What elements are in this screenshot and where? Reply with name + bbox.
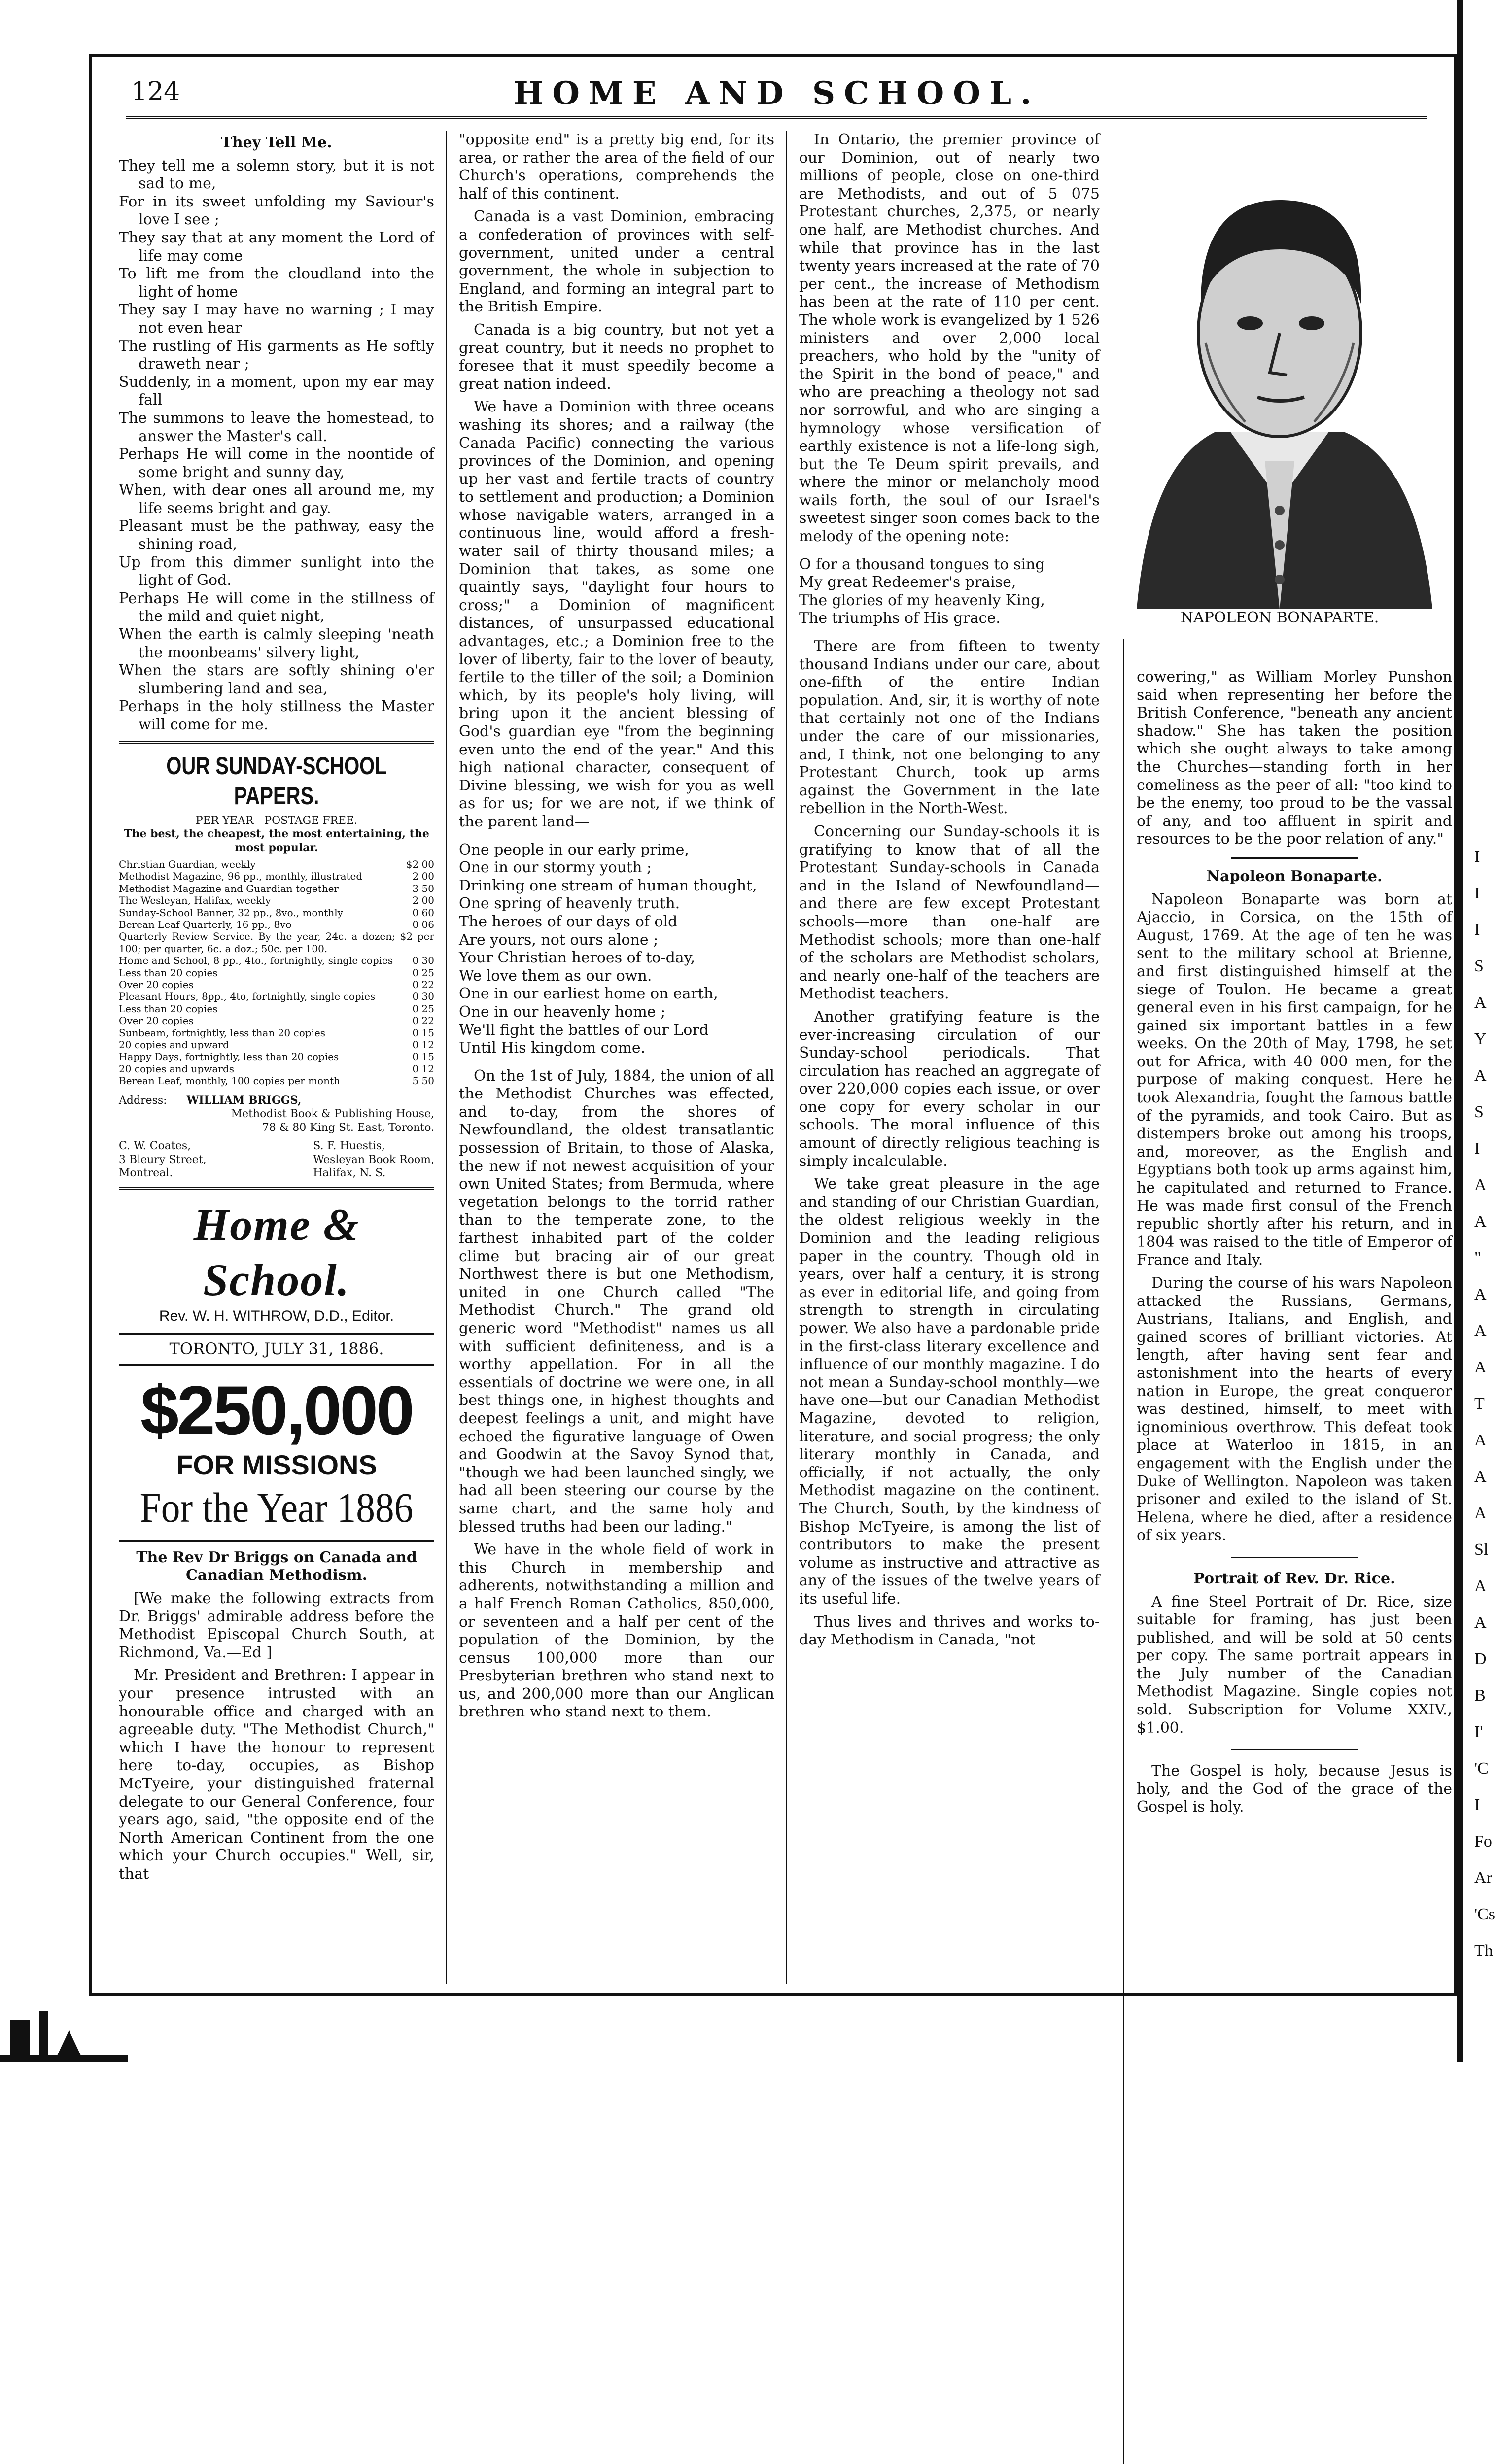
poem-line: The rustling of His garments as He softly draweth near ;	[119, 337, 434, 373]
edge-fragment: Ar	[1474, 1869, 1492, 1887]
poem-line: Your Christian heroes of to-day,	[459, 949, 696, 967]
column-3	[799, 131, 1100, 1654]
price-item: Methodist Magazine and Guardian together	[119, 882, 339, 894]
poem-line: The summons to leave the homestead, to answer the Master's call.	[119, 409, 434, 445]
price-value: 0 06	[412, 919, 434, 931]
column-1	[119, 131, 434, 1888]
address-line: Methodist Book & Publishing House,	[231, 1108, 434, 1121]
price-row	[119, 967, 434, 979]
article-paragraph: Canada is a vast Dominion, embracing a confederation of provinces with self-government, united under a central government, the whole in subjection to England, and forming an integral part to the British Empire.	[459, 208, 774, 316]
column-4	[1137, 668, 1452, 1821]
article-paragraph: Napoleon Bonaparte was born at Ajaccio, in Corsica, on the 15th of August, 1769. At the age of ten he was sent to the military school at Brienne, and first distinguished himself at the siege of Toulon. He became a great general even in his first campaign, for he gained six important battles in a few weeks. On the 20th of May, 1798, he set out for Africa, with 40 000 men, for the purpose of making conquest. Here he took Alexandria, fought the famous battle of the pyramids, and took Cairo. But as distempers broke out among his troops, and, moreover, as the English and Egyptians both took up arms against him, he capitulated and returned to France. He was made first consul of the French republic shortly after his return, and in 1804 was raised to the title of Emperor of France and Italy.	[1137, 890, 1452, 1269]
agent-line: S. F. Huestis,	[313, 1140, 385, 1153]
divider	[119, 1187, 434, 1190]
poem-line: When the stars are softly shining o'er slumbering land and sea,	[119, 662, 434, 697]
hymn-line: The glories of my heavenly King,	[799, 591, 1045, 609]
price-item: Less than 20 copies	[119, 1002, 218, 1015]
price-row	[119, 1003, 434, 1015]
poem-line: They say that at any moment the Lord of life may come	[119, 229, 434, 265]
agents	[119, 1139, 434, 1180]
napoleon-title: Napoleon Bonaparte.	[1206, 867, 1383, 885]
price-row	[119, 1039, 434, 1051]
edge-fragment: Sl	[1474, 1540, 1489, 1559]
poem-they-tell-me	[119, 157, 434, 734]
price-row	[119, 919, 434, 930]
price-value: $2 00	[406, 858, 434, 871]
price-item: 20 copies and upward	[119, 1038, 229, 1051]
price-value: 0 12	[412, 1062, 434, 1075]
article-paragraph: On the 1st of July, 1884, the union of all the Methodist Churches was effected, and to-day, from the shores of Newfoundland, the oldest transatlantic possession of Britain, to those of Alaska, the new if not newest acquisition of your own United States; from Bermuda, where vegetation belongs to the torrid rather than to the temperate zone, to the farthest inhabited part of the colder clime but bracing air of our great Northwest there is but one Methodism, united in one Church called "The Methodist Church." The grand old generic word "Methodist" names us all with sufficient definiteness, and is a worthy appellation. For in all the essentials of doctrine we were one, in all best things one, in highest thoughts and deepest feelings a unit, and might have echoed the figurative language of Owen and Goodwin at the Savoy Synod that, "though we had been launched singly, we had all been steering our course by the same chart, and the same holy and blessed truths had been our lading."	[459, 1067, 774, 1536]
price-value: 0 25	[412, 1002, 434, 1015]
price-row	[119, 870, 434, 882]
poem-line: For in its sweet unfolding my Saviour's love I see ;	[119, 193, 434, 229]
agent-line: Montreal.	[119, 1167, 173, 1180]
agent-montreal	[119, 1139, 207, 1180]
price-row	[119, 907, 434, 919]
poem-line: Up from this dimmer sunlight into the light of God.	[119, 553, 434, 589]
edge-fragment: A	[1474, 1504, 1487, 1522]
article-title: The Rev Dr Briggs on Canada and Canadian Methodism.	[136, 1548, 417, 1584]
edge-fragment: A	[1474, 993, 1487, 1012]
edge-fragment: A	[1474, 1613, 1487, 1632]
poem-one-people	[459, 841, 774, 1058]
poem-line: Perhaps in the holy stillness the Master will come for me.	[119, 698, 434, 733]
hymn-line: The triumphs of His grace.	[799, 610, 1001, 627]
address-name: WILLIAM BRIGGS,	[186, 1094, 302, 1107]
missions-label: FOR MISSIONS	[176, 1449, 377, 1480]
article-paragraph: A fine Steel Portrait of Dr. Rice, size suitable for framing, has just been published, and will be sold at 50 cents per copy. The same portrait appears in the July number of the Canadian Methodist Magazine. Single copies not sold. Subscription for Volume XXIV., $1.00.	[1137, 1593, 1452, 1737]
agent-line: Wesleyan Book Room,	[313, 1153, 434, 1166]
edge-fragment: B	[1474, 1686, 1486, 1705]
price-item: Pleasant Hours, 8pp., 4to, fortnightly, single copies	[119, 991, 376, 1003]
price-item: Home and School, 8 pp., 4to., fortnightly, single copies	[119, 955, 393, 967]
article-paragraph: In Ontario, the premier province of our Dominion, out of nearly two millions of people, close on one-third are Methodists, and out of 5 075 Protestant churches, 2,375, or nearly one half, are Methodist churches. And while that province has in the last twenty years increased at the rate of 70 per cent., the increase of Methodism has been at the rate of 110 per cent. The whole work is evangelized by 1 526 ministers and over 2,000 local preachers, who hold by the "unity of the Spirit in the bond of peace," and who are preaching a theology not sad nor sorrowful, and who are singing a hymnology whose versification of earthly existence is not a life-long sigh, but the Te Deum spirit prevails, and where the minor or melancholy mood wails forth, the soul of our Israel's sweetest singer soon comes back to the melody of the opening note:	[799, 131, 1100, 546]
article-paragraph: "opposite end" is a pretty big end, for its area, or rather the area of the field of our Church's operations, comprehends the half of this continent.	[459, 131, 774, 203]
page-corner-ornament	[0, 2001, 128, 2062]
price-item: Quarterly Review Service. By the year, 24c. a dozen; $2 per 100; per quarter, 6c. a doz.; 50c. per 100.	[119, 930, 434, 955]
price-row	[119, 1027, 434, 1039]
poem-title: They Tell Me.	[221, 134, 332, 151]
article-paragraph: During the course of his wars Napoleon attacked the Russians, Germans, Austrians, Italians, and English, and gained scores of brilliant victories. At length, after having sent fear and astonishment into the hearts of every nation in Europe, the great conqueror was destined, himself, to meet with ignominious overthrow. This defeat took place at Waterloo in 1815, in an engagement with the English under the Duke of Wellington. Napoleon was taken prisoner and exiled to the island of St. Helena, where he died, after a residence of six years.	[1137, 1274, 1452, 1544]
poem-line: When the earth is calmly sleeping 'neath the moonbeams' silvery light,	[119, 626, 434, 661]
poem-line: They tell me a solemn story, but it is not sad to me,	[119, 157, 434, 193]
article-intro: [We make the following extracts from Dr. Briggs' admirable address before the Methodist Episcopal Church South, at Richmond, Va.—Ed ]	[119, 1590, 434, 1661]
edge-fragment: I	[1474, 1796, 1480, 1814]
missions-amount: $250,000	[140, 1371, 413, 1449]
edge-fragment: A	[1474, 1176, 1487, 1194]
price-value: 0 30	[412, 991, 434, 1003]
poem-line: Are yours, not ours alone ;	[459, 931, 659, 949]
edge-fragment: 'Cs	[1474, 1905, 1496, 1923]
price-item: Berean Leaf Quarterly, 16 pp., 8vo	[119, 919, 292, 931]
poem-line: One people in our early prime,	[459, 841, 689, 858]
hymn-line: O for a thousand tongues to sing	[799, 555, 1045, 573]
edge-fragment: A	[1474, 1468, 1487, 1486]
edge-fragment: I	[1474, 1139, 1480, 1158]
price-value: 0 15	[412, 1051, 434, 1063]
article-paragraph: cowering," as William Morley Punshon said when representing her before the British Conference, "beneath any ancient shadow." She has taken the position which she ought always to take among the Churches—standing forth in her comeliness as the peer of all: "too kind to be the enemy, too proud to be the vassal of any, and too affluent in spirit and resources to be the poor relation of any."	[1137, 668, 1452, 848]
poem-line: One spring of heavenly truth.	[459, 895, 680, 913]
price-row	[119, 930, 434, 955]
price-row	[119, 979, 434, 991]
article-paragraph: Concerning our Sunday-schools it is gratifying to know that of all the Protestant Sunday-schools in Canada and in the Island of Newfoundland—and there are few except Protestant schools—more than one-half are Methodist schools; more than one-half of the scholars are Methodist scholars, and nearly one-half of the teachers are Methodist teachers.	[799, 822, 1100, 1003]
edge-fragment: A	[1474, 1066, 1487, 1085]
edge-fragment: I	[1474, 848, 1480, 866]
price-value: 0 22	[412, 1015, 434, 1027]
edge-fragment: A	[1474, 1322, 1487, 1340]
column-rule	[1123, 639, 1124, 2464]
edge-fragment: A	[1474, 1358, 1487, 1376]
price-value: 2 00	[412, 870, 434, 883]
price-row	[119, 894, 434, 906]
edge-fragment: I	[1474, 884, 1480, 902]
papers-tagline: The best, the cheapest, the most entertaining, the most popular.	[124, 827, 429, 854]
poem-line: Suddenly, in a moment, upon my ear may fall	[119, 373, 434, 409]
price-item: Sunbeam, fortnightly, less than 20 copies	[119, 1027, 326, 1039]
edge-fragment: 'C	[1474, 1759, 1489, 1778]
agent-line: C. W. Coates,	[119, 1140, 191, 1153]
edge-fragment: D	[1474, 1650, 1487, 1668]
address-label: Address:	[119, 1094, 167, 1107]
masthead: HOME AND SCHOOL.	[513, 75, 1041, 112]
poem-line: Perhaps He will come in the noontide of some bright and sunny day,	[119, 445, 434, 481]
portrait-caption: NAPOLEON BONAPARTE.	[1180, 609, 1379, 626]
column-2	[459, 131, 774, 1726]
price-value: 0 60	[412, 906, 434, 919]
price-value: 3 50	[412, 882, 434, 894]
poem-line: To lift me from the cloudland into the light of home	[119, 265, 434, 301]
price-row	[119, 991, 434, 1002]
price-row	[119, 1015, 434, 1027]
price-row	[119, 883, 434, 894]
napoleon-portrait-image	[1117, 156, 1442, 609]
edge-fragment: A	[1474, 1577, 1487, 1595]
edge-fragment: A	[1474, 1212, 1487, 1231]
address-line: 78 & 80 King St. East, Toronto.	[262, 1121, 434, 1134]
papers-title: OUR SUNDAY-SCHOOL PAPERS.	[166, 752, 387, 810]
papers-subtitle: PER YEAR—POSTAGE FREE.	[195, 814, 358, 827]
agent-line: Halifax, N. S.	[313, 1167, 386, 1180]
poem-line: When, with dear ones all around me, my life seems bright and gay.	[119, 481, 434, 517]
edge-fragment: Y	[1474, 1030, 1487, 1048]
price-row	[119, 955, 434, 966]
page-header	[126, 72, 1427, 119]
agent-halifax	[313, 1139, 434, 1180]
hymn-stanza	[799, 556, 1100, 628]
divider	[1231, 1749, 1358, 1750]
divider	[119, 741, 434, 744]
page-number: 124	[131, 77, 180, 106]
poem-line: Perhaps He will come in the stillness of the mild and quiet night,	[119, 589, 434, 625]
edge-fragment: Fo	[1474, 1832, 1492, 1850]
hymn-line: My great Redeemer's praise,	[799, 574, 1016, 591]
price-item: Methodist Magazine, 96 pp., monthly, illustrated	[119, 870, 363, 883]
article-paragraph: There are from fifteen to twenty thousand Indians under our care, about one-fifth of the entire Indian population. And, sir, it is worthy of note that certainly not one of the Indians under the care of our missionaries, and, I think, not one belonging to any Protestant Church, took up arms against the Government in the late rebellion in the North-West.	[799, 638, 1100, 818]
price-item: 20 copies and upwards	[119, 1062, 235, 1075]
poem-line: We'll fight the battles of our Lord	[459, 1021, 709, 1039]
price-row	[119, 858, 434, 870]
price-value: 0 12	[412, 1038, 434, 1051]
price-item: Christian Guardian, weekly	[119, 858, 256, 871]
price-item: The Wesleyan, Halifax, weekly	[119, 894, 271, 907]
price-value: 0 25	[412, 966, 434, 979]
price-row	[119, 1051, 434, 1062]
price-item: Berean Leaf, monthly, 100 copies per month	[119, 1075, 340, 1087]
divider	[1231, 1557, 1358, 1558]
price-value: 2 00	[412, 894, 434, 907]
edge-fragment: S	[1474, 957, 1484, 975]
price-item: Over 20 copies	[119, 1015, 194, 1027]
edge-fragment: A	[1474, 1285, 1487, 1303]
edge-fragment: A	[1474, 1431, 1487, 1449]
column-rule	[446, 131, 447, 1984]
price-item: Less than 20 copies	[119, 966, 218, 979]
price-item: Over 20 copies	[119, 979, 194, 991]
poem-line: One in our heavenly home ;	[459, 1003, 666, 1021]
price-value: 0 15	[412, 1027, 434, 1039]
adjacent-page-edge	[1457, 0, 1497, 2062]
poem-line: Drinking one stream of human thought,	[459, 877, 757, 894]
address-block	[119, 1094, 434, 1108]
article-paragraph: Thus lives and thrives and works to-day Methodism in Canada, "not	[799, 1613, 1100, 1649]
editor-line: Rev. W. H. WITHROW, D.D., Editor.	[159, 1307, 394, 1324]
edge-fragment: I	[1474, 921, 1480, 939]
poem-line: Pleasant must be the pathway, easy the shining road,	[119, 517, 434, 553]
edge-fragment: T	[1474, 1395, 1485, 1413]
article-paragraph: We have in the whole field of work in this Church in membership and adherents, notwithstanding a million and a half French Roman Catholics, 850,000, or seventeen and a half per cent of the population of the Dominion, by the census 100,000 more than our Presbyterian brethren who stand next to us, and 200,000 more than our Anglican brethren who stand next to them.	[459, 1541, 774, 1721]
poem-line: We love them as our own.	[459, 967, 652, 985]
article-paragraph: Mr. President and Brethren: I appear in your presence intrusted with an honourable office and charged with an agreeable duty. "The Methodist Church," which I have the honour to represent here to-day, occupies, as Bishop McTyeire, your distinguished fraternal delegate to our General Conference, four years ago, said, "the opposite end of the North American Continent from the one which your Church occupies." Well, sir, that	[119, 1667, 434, 1882]
article-paragraph: Canada is a big country, but not yet a great country, but it needs no prophet to foresee that it must speedily become a great nation indeed.	[459, 321, 774, 393]
newspaper-page	[89, 54, 1459, 1996]
price-list	[119, 858, 434, 1087]
poem-line: One in our earliest home on earth,	[459, 985, 718, 1003]
missions-year: For the Year 1886	[139, 1483, 414, 1531]
article-paragraph: We have a Dominion with three oceans washing its shores; and a railway (the Canada Pacific) connecting the various provinces of the Dominion, and opening up her vast and fertile tracts of country to settlement and production; a Dominion whose navigable waters, arranged in a continuous line, would afford a fresh-water sail of thirty thousand miles; a Dominion that takes, as some one quaintly says, "daylight four hours to cross;" a Dominion of magnificent distances, of unsurpassed educational advantages, etc.; a Dominion free to the lover of liberty, fair to the lover of beauty, fertile to the tiller of the soil; a Dominion which, by its people's holy living, will bring upon it the ancient blessing of God's guardian eye "from the beginning even unto the end of the year." And this high national character, consequent of Divine blessing, we wish for you as well as for us; for we are not, if we think of the parent land—	[459, 398, 774, 830]
edge-fragment: I'	[1474, 1723, 1483, 1741]
price-value: 5 50	[412, 1075, 434, 1087]
page-gutter	[1457, 0, 1463, 2062]
price-value: 0 30	[412, 955, 434, 967]
article-paragraph: We take great pleasure in the age and standing of our Christian Guardian, the oldest religious weekly in the Dominion and the leading religious paper in the country. Though old in years, over half a century, it is strong as ever in editorial life, and going from strength to strength in circulating power. We also have a pardonable pride in the first-class literary excellence and influence of our monthly magazine. I do not mean a Sunday-school monthly—we have one—but our Canadian Methodist Magazine, devoted to religion, literature, and social progress; the only literary monthly in Canada, and officially, if not actually, the only Methodist magazine on the continent. The Church, South, by the kindness of Bishop McTyeire, is among the list of contributors to make the present volume as instructive and attractive as any of the issues of the twelve years of its useful life.	[799, 1175, 1100, 1608]
poem-line: They say I may have no warning ; I may not even hear	[119, 301, 434, 337]
paper-name: Home & School.	[193, 1199, 360, 1305]
poem-line: One in our stormy youth ;	[459, 859, 652, 877]
edge-fragment: S	[1474, 1103, 1484, 1121]
edge-fragment: "	[1474, 1249, 1481, 1267]
divider	[1231, 857, 1358, 859]
dateline: TORONTO, JULY 31, 1886.	[119, 1333, 434, 1366]
column-rule	[786, 131, 787, 1984]
agent-line: 3 Bleury Street,	[119, 1153, 207, 1166]
article-paragraph: Another gratifying feature is the ever-increasing circulation of our Sunday-school periodicals. That circulation has reached an aggregate of over 220,000 copies each issue, or over one copy for every scholar in our schools. The moral influence of this amount of directly religious teaching is simply incalculable.	[799, 1008, 1100, 1170]
poem-line: The heroes of our days of old	[459, 913, 678, 930]
price-row	[119, 1063, 434, 1075]
poem-line: Until His kingdom come.	[459, 1039, 646, 1057]
edge-fragment: Th	[1474, 1942, 1493, 1960]
article-paragraph: The Gospel is holy, because Jesus is holy, and the God of the grace of the Gospel is holy.	[1137, 1762, 1452, 1816]
price-item: Happy Days, fortnightly, less than 20 copies	[119, 1051, 339, 1063]
rice-title: Portrait of Rev. Dr. Rice.	[1193, 1570, 1395, 1587]
price-value: 0 22	[412, 979, 434, 991]
divider	[119, 1540, 434, 1542]
price-item: Sunday-School Banner, 32 pp., 8vo., monthly	[119, 906, 343, 919]
price-row	[119, 1075, 434, 1087]
